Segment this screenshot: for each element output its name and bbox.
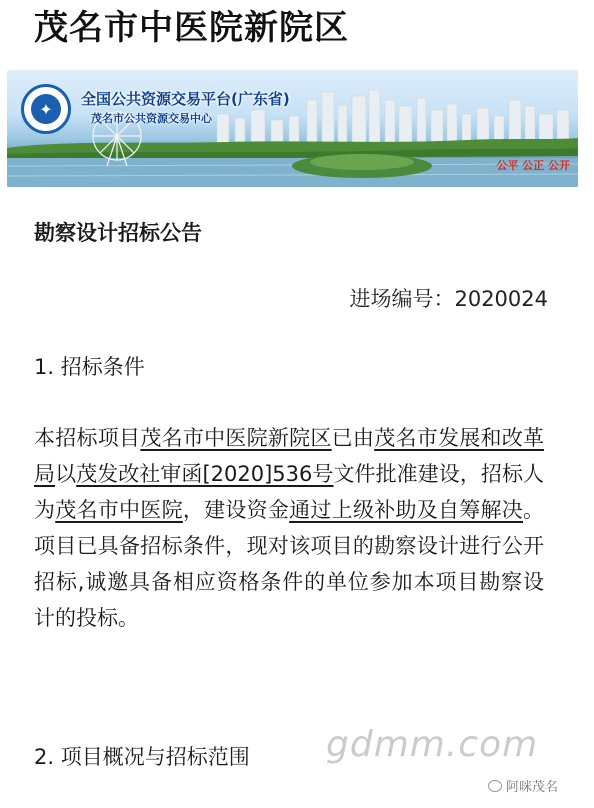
banner-platform-name: 全国公共资源交易平台(广东省) [81, 90, 290, 108]
account-name: 阿咪茂名 [505, 780, 558, 795]
para-text: 文件批准建设，招标人为 [34, 462, 545, 522]
tender-conditions-paragraph [34, 420, 544, 636]
tenderer-name: 茂名市中医院 [55, 498, 183, 522]
approval-document-no: 茂发改社审函[2020]536号 [76, 462, 334, 486]
para-text: 。项目已具备招标条件，现对该项目的勘察设计进行公开招标,诚邀具备相应资格条件的单位参加本项目勘察设计的投标。 [34, 498, 545, 630]
wechat-icon [488, 780, 502, 792]
para-text: 本招标项目 [34, 426, 141, 450]
page-title: 茂名市中医院新院区 [34, 8, 349, 48]
logo-emblem-icon: ✦ [31, 94, 61, 124]
section-heading-project-overview: 2. 项目概况与招标范围 [34, 745, 250, 769]
para-text: 以 [55, 462, 77, 486]
platform-logo [21, 84, 71, 134]
project-name-link: 茂名市中医院新院区 [140, 426, 332, 450]
banner-slogan: 公平 公正 公开 [496, 159, 570, 172]
funding-source: 通过上级补助及自筹解决 [289, 498, 524, 522]
section-heading-tender-conditions: 1. 招标条件 [34, 355, 145, 379]
notice-title: 勘察设计招标公告 [34, 221, 202, 245]
para-text: 已由 [331, 426, 375, 450]
banner-center-name: 茂名市公共资源交易中心 [91, 112, 212, 125]
entry-number: 进场编号：2020024 [349, 287, 548, 311]
approval-authority: 茂名市发展和改革局 [34, 426, 545, 486]
para-text: ，建设资金 [182, 498, 290, 522]
site-watermark: gdmm.com [326, 724, 539, 765]
account-watermark [488, 776, 558, 795]
header-banner-image [7, 70, 578, 187]
